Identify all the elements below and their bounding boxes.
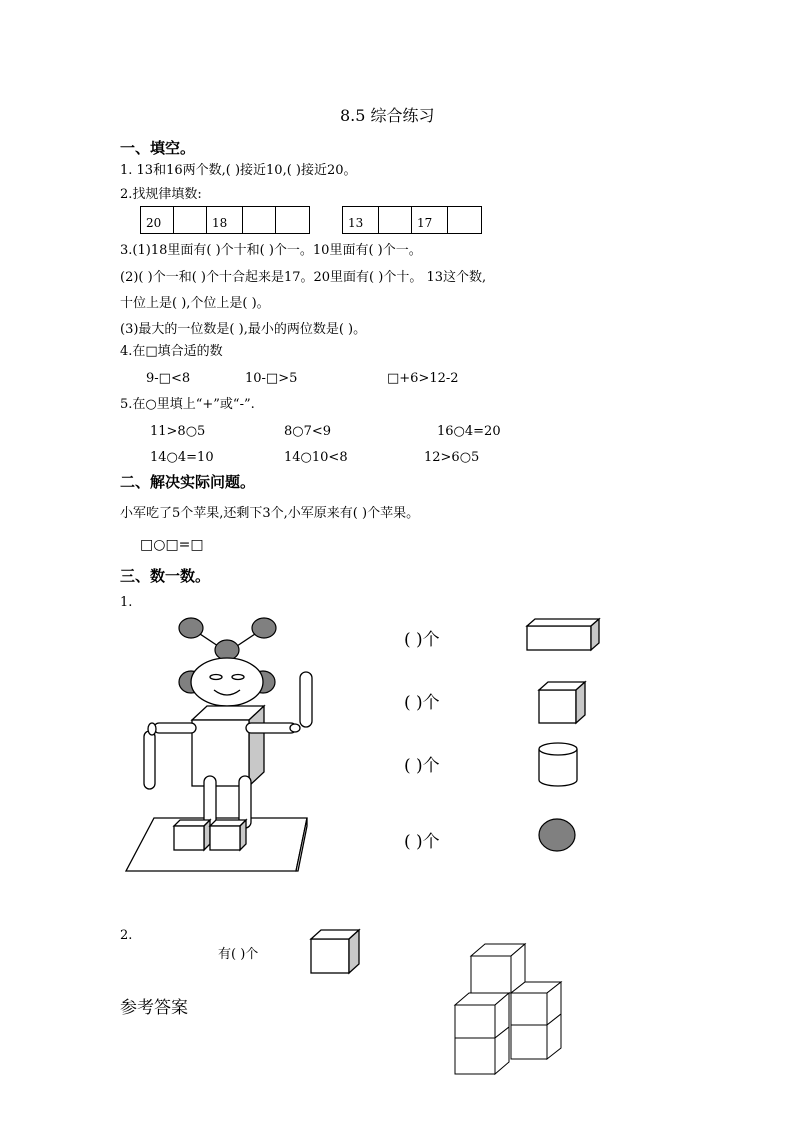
question-5-label: 5.在○里填上“+”或“-”.: [120, 397, 255, 412]
q4-item: 10-□>5: [245, 371, 298, 386]
sequence-cell[interactable]: [379, 207, 412, 233]
sequence-cell[interactable]: [243, 207, 276, 233]
sequence-cell[interactable]: 18: [207, 207, 243, 233]
sequence-cell[interactable]: 20: [141, 207, 174, 233]
word-problem: 小军吃了5个苹果,还剩下3个,小军原来有( )个苹果。: [120, 506, 420, 521]
question-3-line-1: 3.(1)18里面有( )个十和( )个一。10里面有( )个一。: [120, 243, 422, 258]
page-title: 8.5 综合练习: [340, 106, 435, 125]
question-3-line-3: 十位上是( ),个位上是( )。: [120, 296, 270, 311]
section-heading-fill-blank: 一、填空。: [120, 139, 196, 157]
count-bracket-cylinder[interactable]: ( )个: [404, 756, 440, 776]
q5-item: 8○7<9: [284, 424, 332, 439]
cuboid-icon: [526, 618, 602, 652]
q5-item: 12>6○5: [424, 450, 480, 465]
sequence-cell[interactable]: [448, 207, 481, 233]
sequence-cell[interactable]: [276, 207, 309, 233]
question-1: 1. 13和16两个数,( )接近10,( )接近20。: [120, 163, 357, 178]
count-bracket-cuboid[interactable]: ( )个: [404, 630, 440, 650]
cube-icon: [538, 681, 588, 726]
count-question-1-label: 1.: [120, 595, 133, 610]
q4-item: 9-□<8: [146, 371, 191, 386]
count-bracket-cube[interactable]: ( )个: [404, 693, 440, 713]
question-4-label: 4.在□填合适的数: [120, 344, 223, 359]
cube-count-text[interactable]: 有( )个: [218, 947, 259, 962]
section-heading-count: 三、数一数。: [120, 567, 211, 585]
q5-item: 14○4=10: [150, 450, 214, 465]
q4-item: □+6>12-2: [387, 371, 459, 386]
q5-item: 11>8○5: [150, 424, 206, 439]
question-3-line-2: (2)( )个一和( )个十合起来是17。20里面有( )个十。 13这个数,: [120, 270, 487, 285]
section-heading-problems: 二、解决实际问题。: [120, 473, 256, 491]
count-question-2-label: 2.: [120, 928, 133, 943]
cylinder-icon: [538, 742, 580, 788]
sphere-icon: [538, 818, 578, 854]
sequence-cell[interactable]: 13: [343, 207, 379, 233]
sequence-boxes-2: [342, 206, 482, 234]
sequence-cell[interactable]: [174, 207, 207, 233]
sequence-boxes-1: [140, 206, 310, 234]
question-2-label: 2.找规律填数:: [120, 187, 202, 202]
question-3-line-4: (3)最大的一位数是( ),最小的两位数是( )。: [120, 322, 367, 337]
equation-template: □○□=□: [140, 537, 204, 553]
stacked-cubes-figure: [454, 941, 566, 1077]
robot-figure: [124, 612, 314, 877]
sequence-cell[interactable]: 17: [412, 207, 448, 233]
q5-item: 14○10<8: [284, 450, 348, 465]
q5-item: 16○4=20: [437, 424, 501, 439]
answers-heading: 参考答案: [120, 998, 188, 1018]
cube-icon-small: [310, 929, 362, 975]
count-bracket-sphere[interactable]: ( )个: [404, 832, 440, 852]
